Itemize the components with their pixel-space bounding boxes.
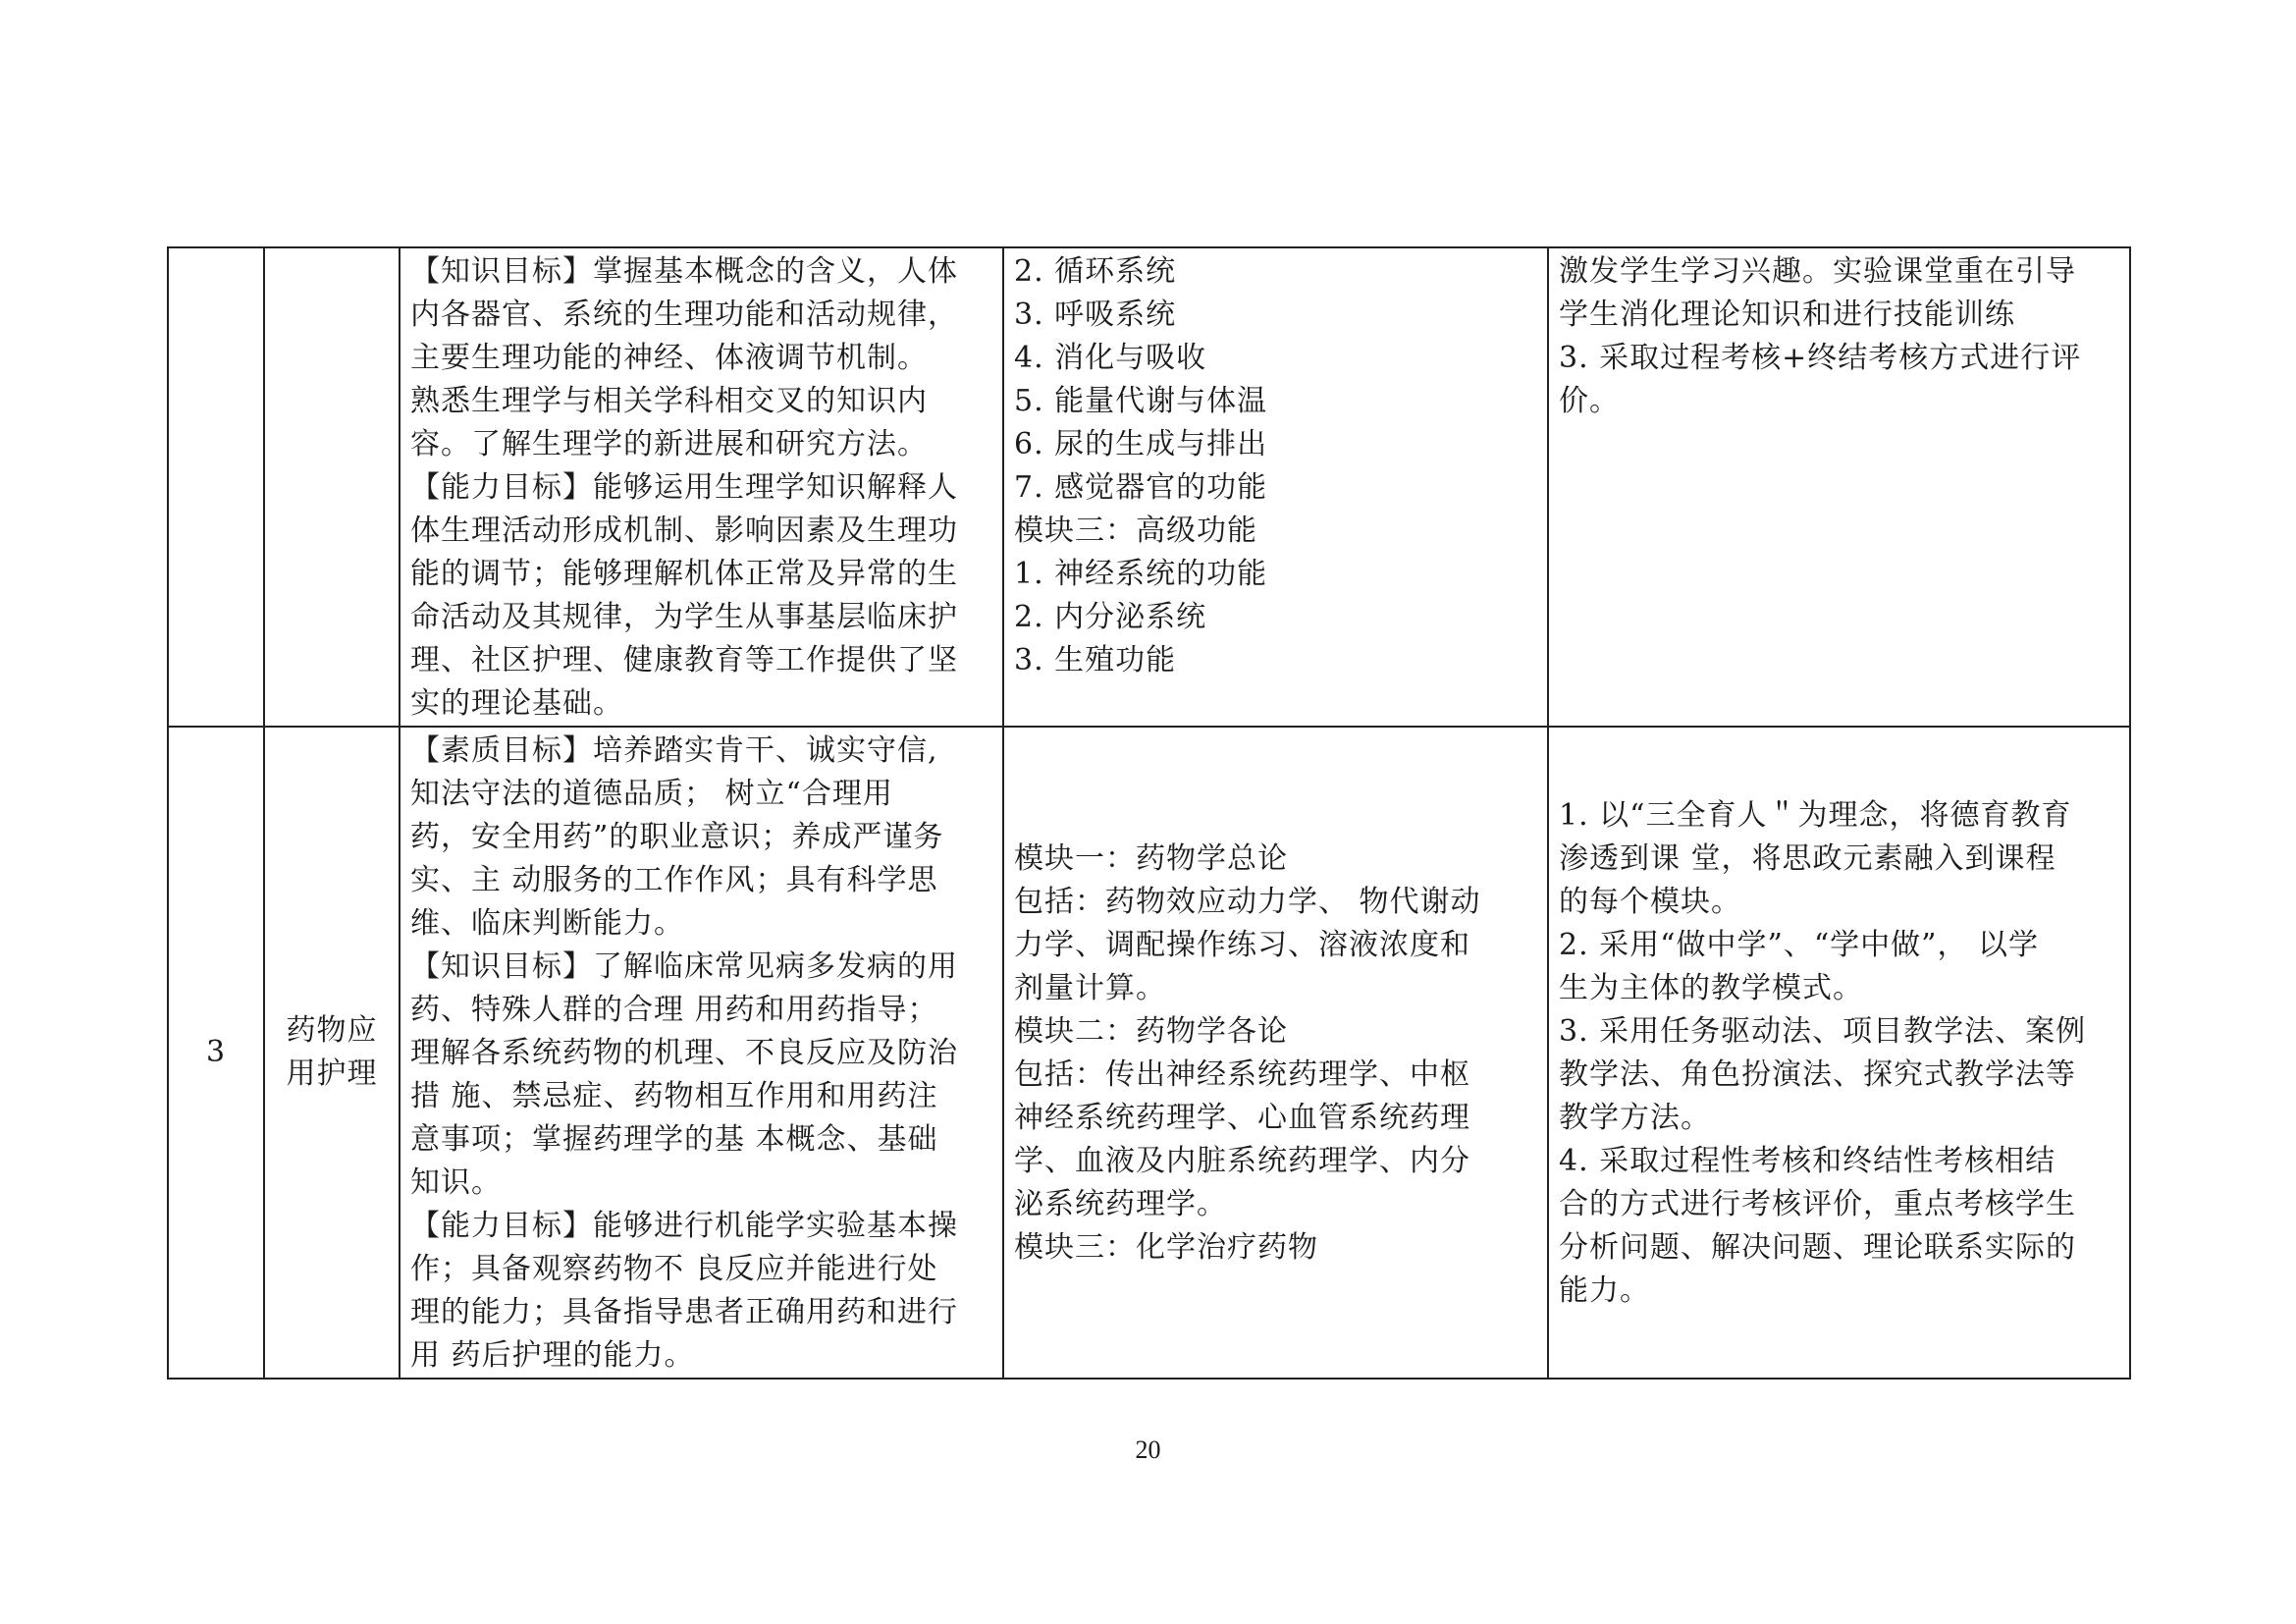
requirements-cell	[1548, 247, 2130, 727]
text-line: 5. 能量代谢与体温	[1014, 384, 1268, 418]
text-line: 生为主体的教学模式。	[1559, 971, 1863, 1005]
requirements-cell	[1548, 727, 2130, 1379]
text-line: 合的方式进行考核评价，重点考核学生	[1559, 1187, 2076, 1221]
text-line: 【素质目标】培养踏实肯干、诚实守信,	[410, 733, 938, 768]
text-line: 4. 采取过程性考核和终结性考核相结	[1559, 1144, 2056, 1178]
text-line: 理、社区护理、健康教育等工作提供了坚	[410, 643, 958, 677]
table-row-continued	[168, 247, 2130, 727]
course-name-cell	[264, 247, 400, 727]
text-line: 知法守法的道德品质； 树立“合理用	[410, 777, 893, 811]
course-number-cell: 3	[168, 727, 264, 1379]
text-line: 体生理活动形成机制、影响因素及生理功	[410, 514, 958, 548]
text-line: 容。了解生理学的新进展和研究方法。	[410, 427, 928, 461]
text-line: 剂量计算。	[1014, 971, 1166, 1005]
text-line: 药物应	[286, 1013, 378, 1048]
text-line: 用 药后护理的能力。	[410, 1338, 695, 1373]
text-line: 维、临床判断能力。	[410, 906, 684, 941]
text-line: 教学法、角色扮演法、探究式教学法等	[1559, 1057, 2076, 1092]
text-line: 理解各系统药物的机理、不良反应及防治	[410, 1036, 958, 1070]
text-line: 知识。	[410, 1165, 502, 1200]
text-line: 【知识目标】了解临床常见病多发病的用	[410, 949, 958, 984]
text-line: 意事项；掌握药理学的基 本概念、基础	[410, 1122, 938, 1157]
content-cell	[1003, 247, 1548, 727]
content-cell	[1003, 727, 1548, 1379]
text-line: 作；具备观察药物不 良反应并能进行处	[410, 1252, 938, 1286]
text-line: 包括：药物效应动力学、 物代谢动	[1014, 885, 1481, 919]
text-line: 熟悉生理学与相关学科相交叉的知识内	[410, 384, 928, 418]
text-line: 渗透到课 堂，将思政元素融入到课程	[1559, 841, 2056, 876]
text-line: 3. 生殖功能	[1014, 643, 1177, 677]
text-line: 激发学生学习兴趣。实验课堂重在引导	[1559, 254, 2076, 289]
objectives-cell	[400, 727, 1003, 1379]
text-line: 能的调节；能够理解机体正常及异常的生	[410, 557, 958, 591]
text-line: 实的理论基础。	[410, 686, 623, 721]
text-line: 4. 消化与吸收	[1014, 341, 1207, 375]
text-line: 学生消化理论知识和进行技能训练	[1559, 298, 2015, 332]
text-line: 理的能力；具备指导患者正确用药和进行	[410, 1295, 958, 1329]
text-line: 实、主 动服务的工作作风；具有科学思	[410, 863, 938, 897]
text-line: 模块三：高级功能	[1014, 514, 1257, 548]
text-line: 药，安全用药”的职业意识；养成严谨务	[410, 820, 944, 854]
text-line: 力学、调配操作练习、溶液浓度和	[1014, 928, 1470, 962]
text-line: 3. 呼吸系统	[1014, 298, 1177, 332]
text-line: 【能力目标】能够运用生理学知识解释人	[410, 470, 958, 505]
text-line: 模块一：药物学总论	[1014, 841, 1288, 876]
text-line: 措 施、禁忌症、药物相互作用和用药注	[410, 1079, 938, 1113]
course-number-cell	[168, 247, 264, 727]
text-line: 内各器官、系统的生理功能和活动规律，	[410, 298, 958, 332]
text-line: 【能力目标】能够进行机能学实验基本操	[410, 1209, 958, 1243]
text-line: 能力。	[1559, 1273, 1650, 1308]
text-line: 用护理	[286, 1056, 378, 1091]
text-line: 学、血液及内脏系统药理学、内分	[1014, 1144, 1470, 1178]
text-line: 模块二：药物学各论	[1014, 1014, 1288, 1049]
course-table	[167, 246, 2131, 1380]
text-line: 1. 以“三全育人＂为理念，将德育教育	[1559, 798, 2072, 833]
text-line: 神经系统药理学、心血管系统药理	[1014, 1101, 1470, 1135]
text-line: 药、特殊人群的合理 用药和用药指导；	[410, 993, 938, 1027]
text-line: 3. 采取过程考核+终结考核方式进行评	[1559, 341, 2082, 375]
text-line: 7. 感觉器官的功能	[1014, 470, 1268, 505]
text-line: 价。	[1559, 384, 1620, 418]
course-name-cell	[264, 727, 400, 1379]
text-line: 的每个模块。	[1559, 885, 1741, 919]
text-line: 1. 神经系统的功能	[1014, 557, 1268, 591]
text-line: 教学方法。	[1559, 1101, 1711, 1135]
text-line: 包括：传出神经系统药理学、中枢	[1014, 1057, 1470, 1092]
text-line: 2. 采用“做中学”、“学中做”， 以学	[1559, 928, 2040, 962]
page-number: 20	[1135, 1435, 1161, 1464]
text-line: 模块三：化学治疗药物	[1014, 1230, 1318, 1265]
text-line: 泌系统药理学。	[1014, 1187, 1227, 1221]
text-line: 命活动及其规律，为学生从事基层临床护	[410, 600, 958, 634]
table-row-pharmacology	[168, 727, 2130, 1379]
text-line: 2. 内分泌系统	[1014, 600, 1207, 634]
text-line: 6. 尿的生成与排出	[1014, 427, 1268, 461]
text-line: 分析问题、解决问题、理论联系实际的	[1559, 1230, 2076, 1265]
objectives-cell	[400, 247, 1003, 727]
text-line: 2. 循环系统	[1014, 254, 1177, 289]
text-line: 主要生理功能的神经、体液调节机制。	[410, 341, 928, 375]
text-line: 【知识目标】掌握基本概念的含义，人体	[410, 254, 958, 289]
text-line: 3. 采用任务驱动法、项目教学法、案例	[1559, 1014, 2087, 1049]
